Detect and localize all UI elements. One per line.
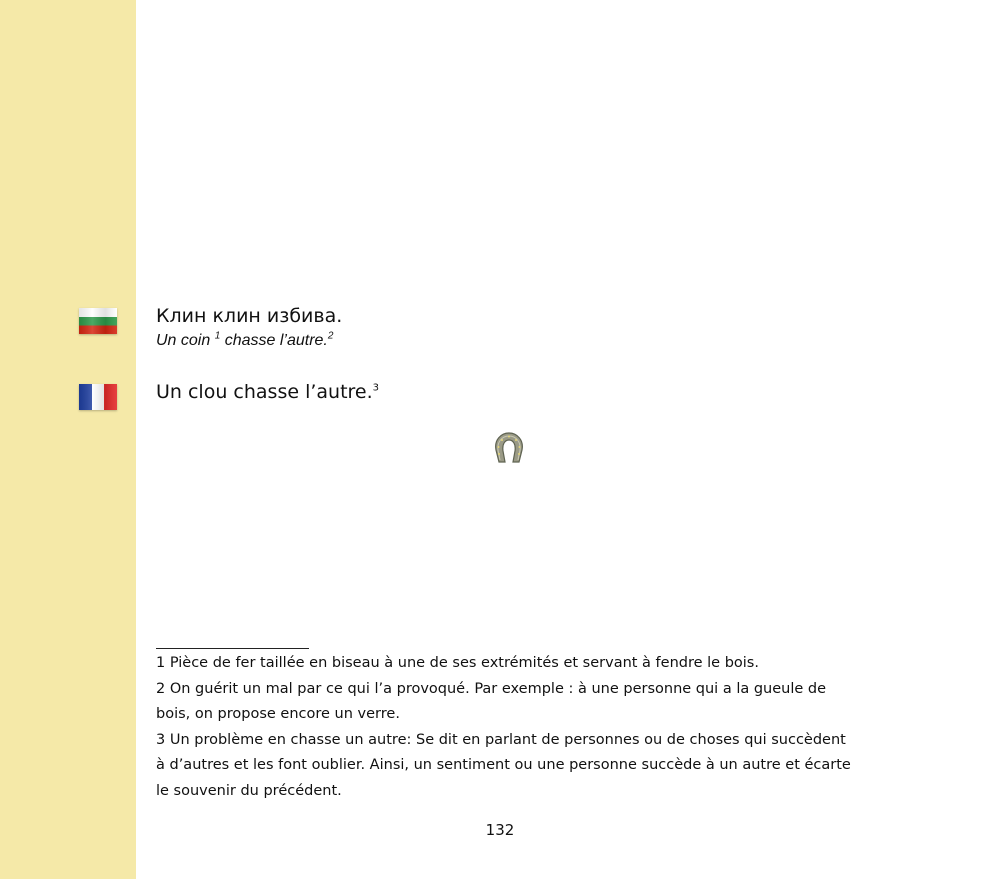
footnote-ref-1: 1: [214, 330, 221, 342]
france-flag-icon: [79, 384, 117, 410]
french-proverb-text: Un clou chasse l’autre.: [156, 381, 373, 403]
footnotes: [156, 651, 856, 804]
french-proverb: [156, 380, 379, 404]
footnote-1: 1 Pièce de fer taillée en biseau à une de ses extrémités et servant à fendre le bois.: [156, 655, 759, 671]
footnote-separator: [156, 648, 309, 649]
literal-translation: [156, 331, 333, 351]
bulgaria-flag-icon: [79, 308, 117, 334]
translation-part-2: chasse l’autre.: [220, 332, 328, 349]
bulgarian-proverb: Клин клин избива.: [156, 305, 343, 327]
footnote-ref-3: 3: [372, 382, 380, 394]
horseshoe-icon: [493, 430, 525, 464]
footnote-2: 2 On guérit un mal par ce qui l’a provoqué. Par exemple : à une personne qui a la gueule de bois, on propose encore un verre.: [156, 680, 827, 722]
side-margin-band: [0, 0, 136, 879]
translation-part-1: Un coin: [156, 332, 215, 349]
footnote-ref-2: 2: [327, 330, 334, 342]
footnote-3: 3 Un problème en chasse un autre: Se dit en parlant de personnes ou de choses qui succèdent à d’autres et les font oublier. Ainsi, un sentiment ou une personne succède à un autre et écarte le souvenir du précédent.: [156, 731, 851, 799]
page-number: [0, 820, 1000, 840]
page-number-text: 132: [485, 821, 515, 839]
